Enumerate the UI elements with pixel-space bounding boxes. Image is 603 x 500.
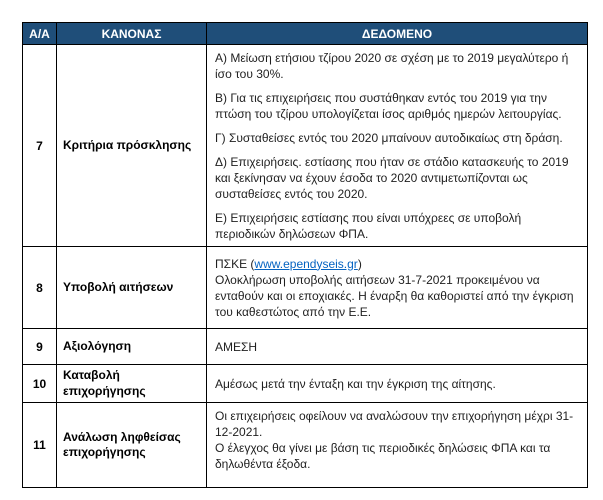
rule-name: Καταβολή επιχορήγησης [57,365,207,403]
rule-data: ΑΜΕΣΗ [207,329,588,365]
rule-data [207,247,588,329]
absorption-deadline: Οι επιχειρήσεις οφείλουν να αναλώσουν την επιχορήγηση μέχρι 31-12-2021. [215,409,574,440]
criterion-c: Γ) Συσταθείσες εντός του 2020 μπαίνουν αυτοδικαίως στη δράση. [215,131,563,145]
rule-name: Κριτήρια πρόσκλησης [57,45,207,247]
rule-data [207,403,588,488]
rule-name: Ανάλωση ληφθείσας επιχορήγησης [57,403,207,488]
row-number: 11 [23,403,57,488]
link-suffix: ) [357,256,362,271]
table-header-row [23,23,588,45]
criterion-a: Α) Μείωση ετήσιου τζίρου 2020 σε σχέση με το 2019 μεγαλύτερο ή ίσο του 30%. [215,51,569,81]
header-cell-dedomeno: ΔΕΔΟΜΕΝΟ [207,23,588,45]
table-row-7 [23,45,588,247]
row-number: 9 [23,329,57,365]
criterion-b: Β) Για τις επιχειρήσεις που συστάθηκαν εντός του 2019 για την πτώση του τζίρου υπολογίζεται ίσος αριθμός ημερών λειτουργίας. [215,91,562,121]
header-cell-kanonas: ΚΑΝΟΝΑΣ [57,23,207,45]
ependyseis-link[interactable]: www.ependyseis.gr [254,256,358,271]
table-row-10 [23,365,588,403]
row-number: 7 [23,45,57,247]
submission-details: Ολοκλήρωση υποβολής αιτήσεων 31-7-2021 προκειμένου να ενταθούν και οι εποχιακές. Η έναρξη θα καθοριστεί από την έγκριση του καθεστώτος από την Ε.Ε. [215,272,574,319]
link-prefix: ΠΣΚΕ ( [215,256,255,271]
table-row-8 [23,247,588,329]
table-row-11 [23,403,588,488]
header-cell-aa: Α/Α [23,23,57,45]
criterion-e: Ε) Επιχειρήσεις εστίασης που είναι υπόχρεες σε υποβολή περιοδικών δηλώσεων ΦΠΑ. [215,211,522,241]
rule-data [207,45,588,247]
row-number: 10 [23,365,57,403]
rules-table [22,22,588,488]
rule-name: Αξιολόγηση [57,329,207,365]
absorption-audit: Ο έλεγχος θα γίνει με βάση τις περιοδικές δηλώσεις ΦΠΑ και τα δηλωθέντα έξοδα. [215,441,551,472]
pske-line [215,256,579,272]
rule-name: Υποβολή αιτήσεων [57,247,207,329]
row-number: 8 [23,247,57,329]
criterion-d: Δ) Επιχειρήσεις. εστίασης που ήταν σε στάδιο κατασκευής το 2019 και ξεκίνησαν να έχουν έσοδα το 2020 αντιμετωπίζονται ως συσταθείσες εντός του 2020. [215,155,569,201]
rule-data: Αμέσως μετά την ένταξη και την έγκριση της αίτησης. [207,365,588,403]
table-row-9 [23,329,588,365]
